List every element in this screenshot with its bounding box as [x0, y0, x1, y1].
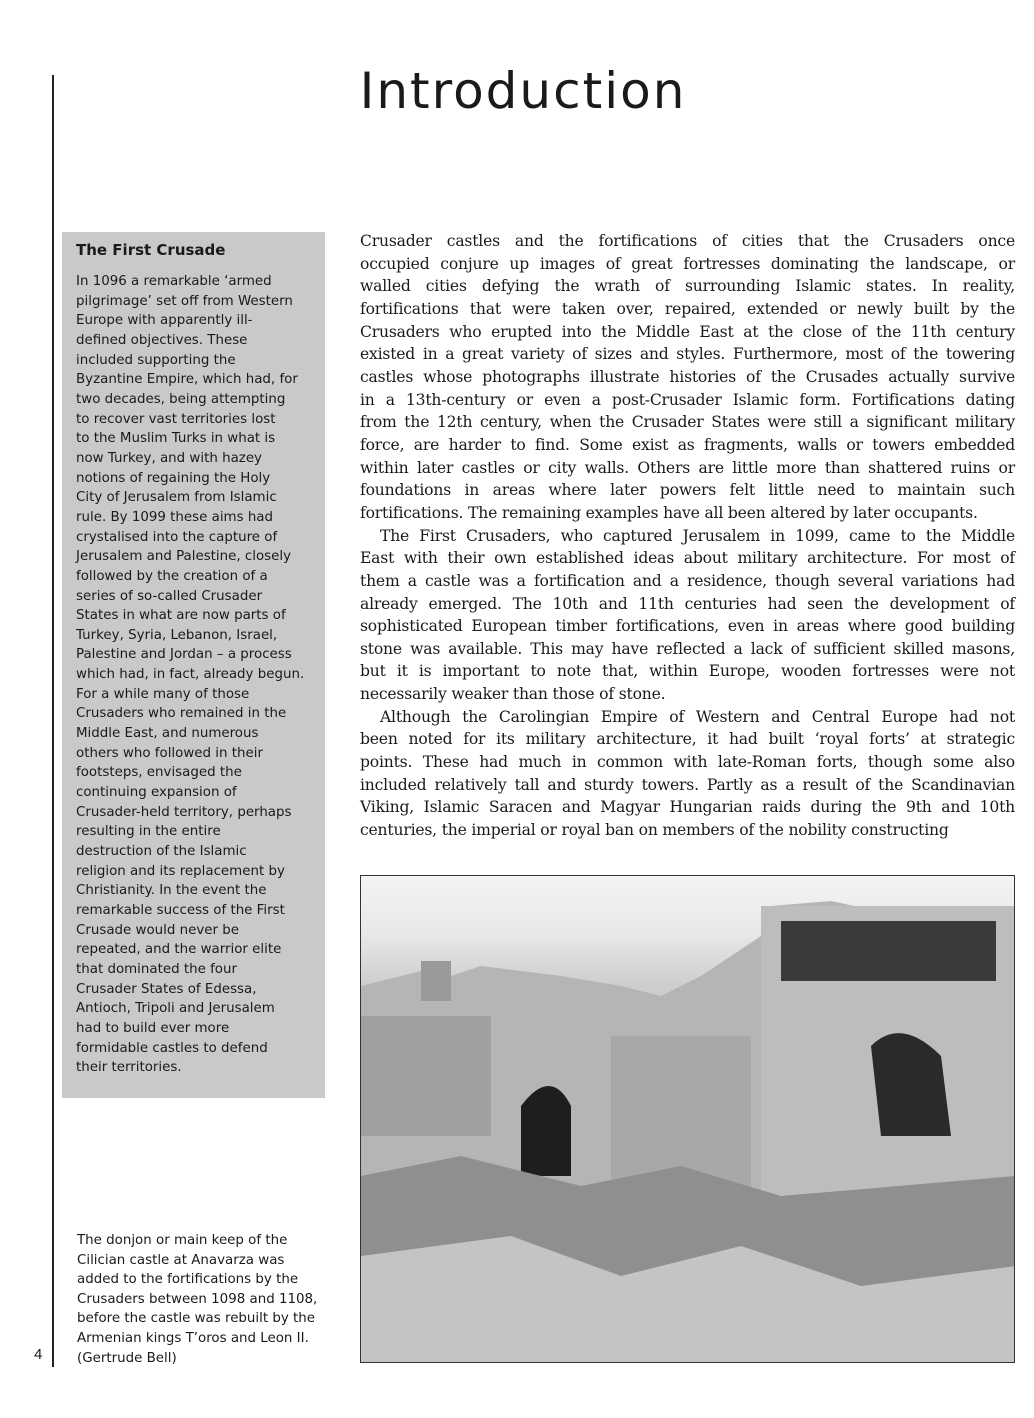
sidebar-text-line: Crusade would never be — [76, 922, 240, 938]
caption-line: The donjon or main keep of the — [77, 1233, 288, 1248]
body-text-line: them a castle was a fortification and a residence, though several variations had — [360, 571, 1015, 590]
sidebar-text-line: For a while many of those — [76, 686, 250, 702]
body-text-line: but it is important to note that, within Europe, wooden fortresses were not — [360, 662, 1015, 681]
sidebar-text-line: Crusader-held territory, perhaps — [76, 804, 292, 820]
body-text-line: Although the Carolingian Empire of Western and Central Europe had not — [380, 707, 1015, 726]
sidebar-box-first-crusade — [62, 232, 325, 1098]
body-text-line: necessarily weaker than those of stone. — [360, 685, 666, 704]
sidebar-text-line: to the Muslim Turks in what is — [76, 431, 276, 447]
body-text-line: The First Crusaders, who captured Jerusalem in 1099, came to the Middle — [380, 526, 1015, 545]
body-text-line: fortifications that were taken over, repaired, extended or newly built by the — [360, 299, 1015, 318]
paragraph — [360, 706, 1015, 842]
body-text-line: occupied conjure up images of great fortresses dominating the landscape, or — [360, 254, 1015, 273]
sidebar-text-line: Antioch, Tripoli and Jerusalem — [76, 1001, 275, 1017]
sidebar-text-line: Byzantine Empire, which had, for — [76, 372, 298, 388]
body-text-line: stone was available. This may have reflected a lack of sufficient skilled masons, — [360, 639, 1015, 658]
sidebar-text-line: defined objectives. These — [76, 332, 248, 348]
sidebar-text-line: followed by the creation of a — [76, 568, 268, 584]
sidebar-text-line: States in what are now parts of — [76, 608, 286, 624]
castle-ruins-image — [361, 876, 1015, 1363]
sidebar-text-line: Europe with apparently ill- — [76, 313, 253, 329]
sidebar-text-line: Palestine and Jordan – a process — [76, 647, 292, 663]
body-text-line: Crusaders who erupted into the Middle East at the close of the 11th century — [360, 322, 1015, 341]
sidebar-text-line: continuing expansion of — [76, 785, 237, 801]
sidebar-text-line: resulting in the entire — [76, 824, 221, 840]
sidebar-text-line: rule. By 1099 these aims had — [76, 509, 274, 525]
sidebar-text-line: footsteps, envisaged the — [76, 765, 242, 781]
body-text-line: force, are harder to find. Some exist as fragments, walls or towers embedded — [360, 435, 1015, 454]
sidebar-text-line: Jerusalem and Palestine, closely — [76, 549, 292, 565]
sidebar-text-line: had to build ever more — [76, 1020, 230, 1036]
sidebar-text — [76, 272, 325, 1078]
body-text-line: been noted for its military architecture, it had built ‘royal forts’ at strategic — [360, 730, 1015, 749]
sidebar-text-line: Turkey, Syria, Lebanon, Israel, — [76, 627, 278, 643]
sidebar-text-line: In 1096 a remarkable ‘armed — [76, 274, 272, 289]
sidebar-text-line: crystalised into the capture of — [76, 529, 278, 545]
paragraph — [360, 230, 1015, 525]
sidebar-text-line: that dominated the four — [76, 961, 237, 977]
sidebar-text-line: two decades, being attempting — [76, 391, 286, 407]
caption-line: Armenian kings T’oros and Leon II. — [77, 1330, 309, 1346]
body-text-line: existed in a great variety of sizes and styles. Furthermore, most of the towering — [360, 345, 1015, 364]
sidebar-text-line: included supporting the — [76, 352, 236, 368]
margin-rule — [52, 75, 54, 1367]
body-text-line: Crusader castles and the fortifications of cities that the Crusaders once — [360, 232, 1015, 250]
page-number: 4 — [34, 1346, 43, 1363]
caption-line: added to the fortifications by the — [77, 1272, 299, 1288]
body-text-line: foundations in areas where later powers felt little need to maintain such — [360, 481, 1015, 500]
body-text-line: in a 13th-century or even a post-Crusader Islamic form. Fortifications dating — [360, 390, 1015, 409]
sidebar-text-line: Middle East, and numerous — [76, 726, 259, 742]
body-text-line: within later castles or city walls. Others are little more than shattered ruins or — [360, 458, 1015, 477]
sidebar-text-line: now Turkey, and with hazey — [76, 450, 262, 466]
caption-line: (Gertrude Bell) — [77, 1350, 177, 1366]
sidebar-text-line: remarkable success of the First — [76, 903, 285, 918]
body-text-line: already emerged. The 10th and 11th centuries had seen the development of — [360, 594, 1015, 613]
sidebar-text-line: to recover vast territories lost — [76, 411, 276, 427]
body-text-line: walled cities defying the wrath of surrounding Islamic states. In reality, — [360, 277, 1015, 296]
photo-caption — [77, 1231, 327, 1368]
sidebar-heading: The First Crusade — [76, 241, 226, 259]
sidebar-text-line: Crusader States of Edessa, — [76, 981, 257, 997]
page-title: Introduction — [359, 62, 687, 120]
sidebar-text-line: City of Jerusalem from Islamic — [76, 490, 277, 506]
body-text-line: East with their own established ideas about military architecture. For most of — [360, 549, 1015, 568]
body-text-line: included relatively tall and sturdy towers. Partly as a result of the Scandinavian — [360, 775, 1015, 794]
sidebar-text-line: Christianity. In the event the — [76, 883, 267, 899]
sidebar-text-line: formidable castles to defend — [76, 1040, 268, 1056]
castle-photograph — [360, 875, 1015, 1363]
body-text-line: from the 12th century, when the Crusader States were still a significant military — [360, 413, 1015, 432]
caption-line: before the castle was rebuilt by the — [77, 1311, 316, 1327]
sidebar-text-line: others who followed in their — [76, 745, 263, 761]
body-text-line: fortifications. The remaining examples have all been altered by later occupants. — [360, 503, 978, 522]
caption-line: Cilician castle at Anavarza was — [77, 1252, 285, 1268]
sidebar-text-line: their territories. — [76, 1060, 182, 1076]
caption-line: Crusaders between 1098 and 1108, — [77, 1291, 318, 1307]
sidebar-text-line: religion and its replacement by — [76, 863, 285, 879]
sidebar-text-line: repeated, and the warrior elite — [76, 942, 282, 958]
body-text-line: castles whose photographs illustrate histories of the Crusades actually survive — [360, 367, 1015, 386]
sidebar-text-line: which had, in fact, already begun. — [76, 667, 305, 683]
sidebar-text-line: Crusaders who remained in the — [76, 706, 287, 722]
sidebar-text-line: series of so-called Crusader — [76, 588, 263, 604]
body-text-line: points. These had much in common with late-Roman forts, though some also — [360, 753, 1015, 772]
body-text-line: centuries, the imperial or royal ban on members of the nobility constructing — [360, 821, 949, 840]
paragraph — [360, 525, 1015, 706]
body-text-line: sophisticated European timber fortifications, even in areas where good building — [360, 617, 1015, 636]
sidebar-text-line: destruction of the Islamic — [76, 844, 247, 860]
sidebar-text-line: notions of regaining the Holy — [76, 470, 271, 486]
main-body-text — [360, 230, 1015, 842]
body-text-line: Viking, Islamic Saracen and Magyar Hungarian raids during the 9th and 10th — [360, 798, 1015, 817]
sidebar-text-line: pilgrimage’ set off from Western — [76, 293, 293, 309]
